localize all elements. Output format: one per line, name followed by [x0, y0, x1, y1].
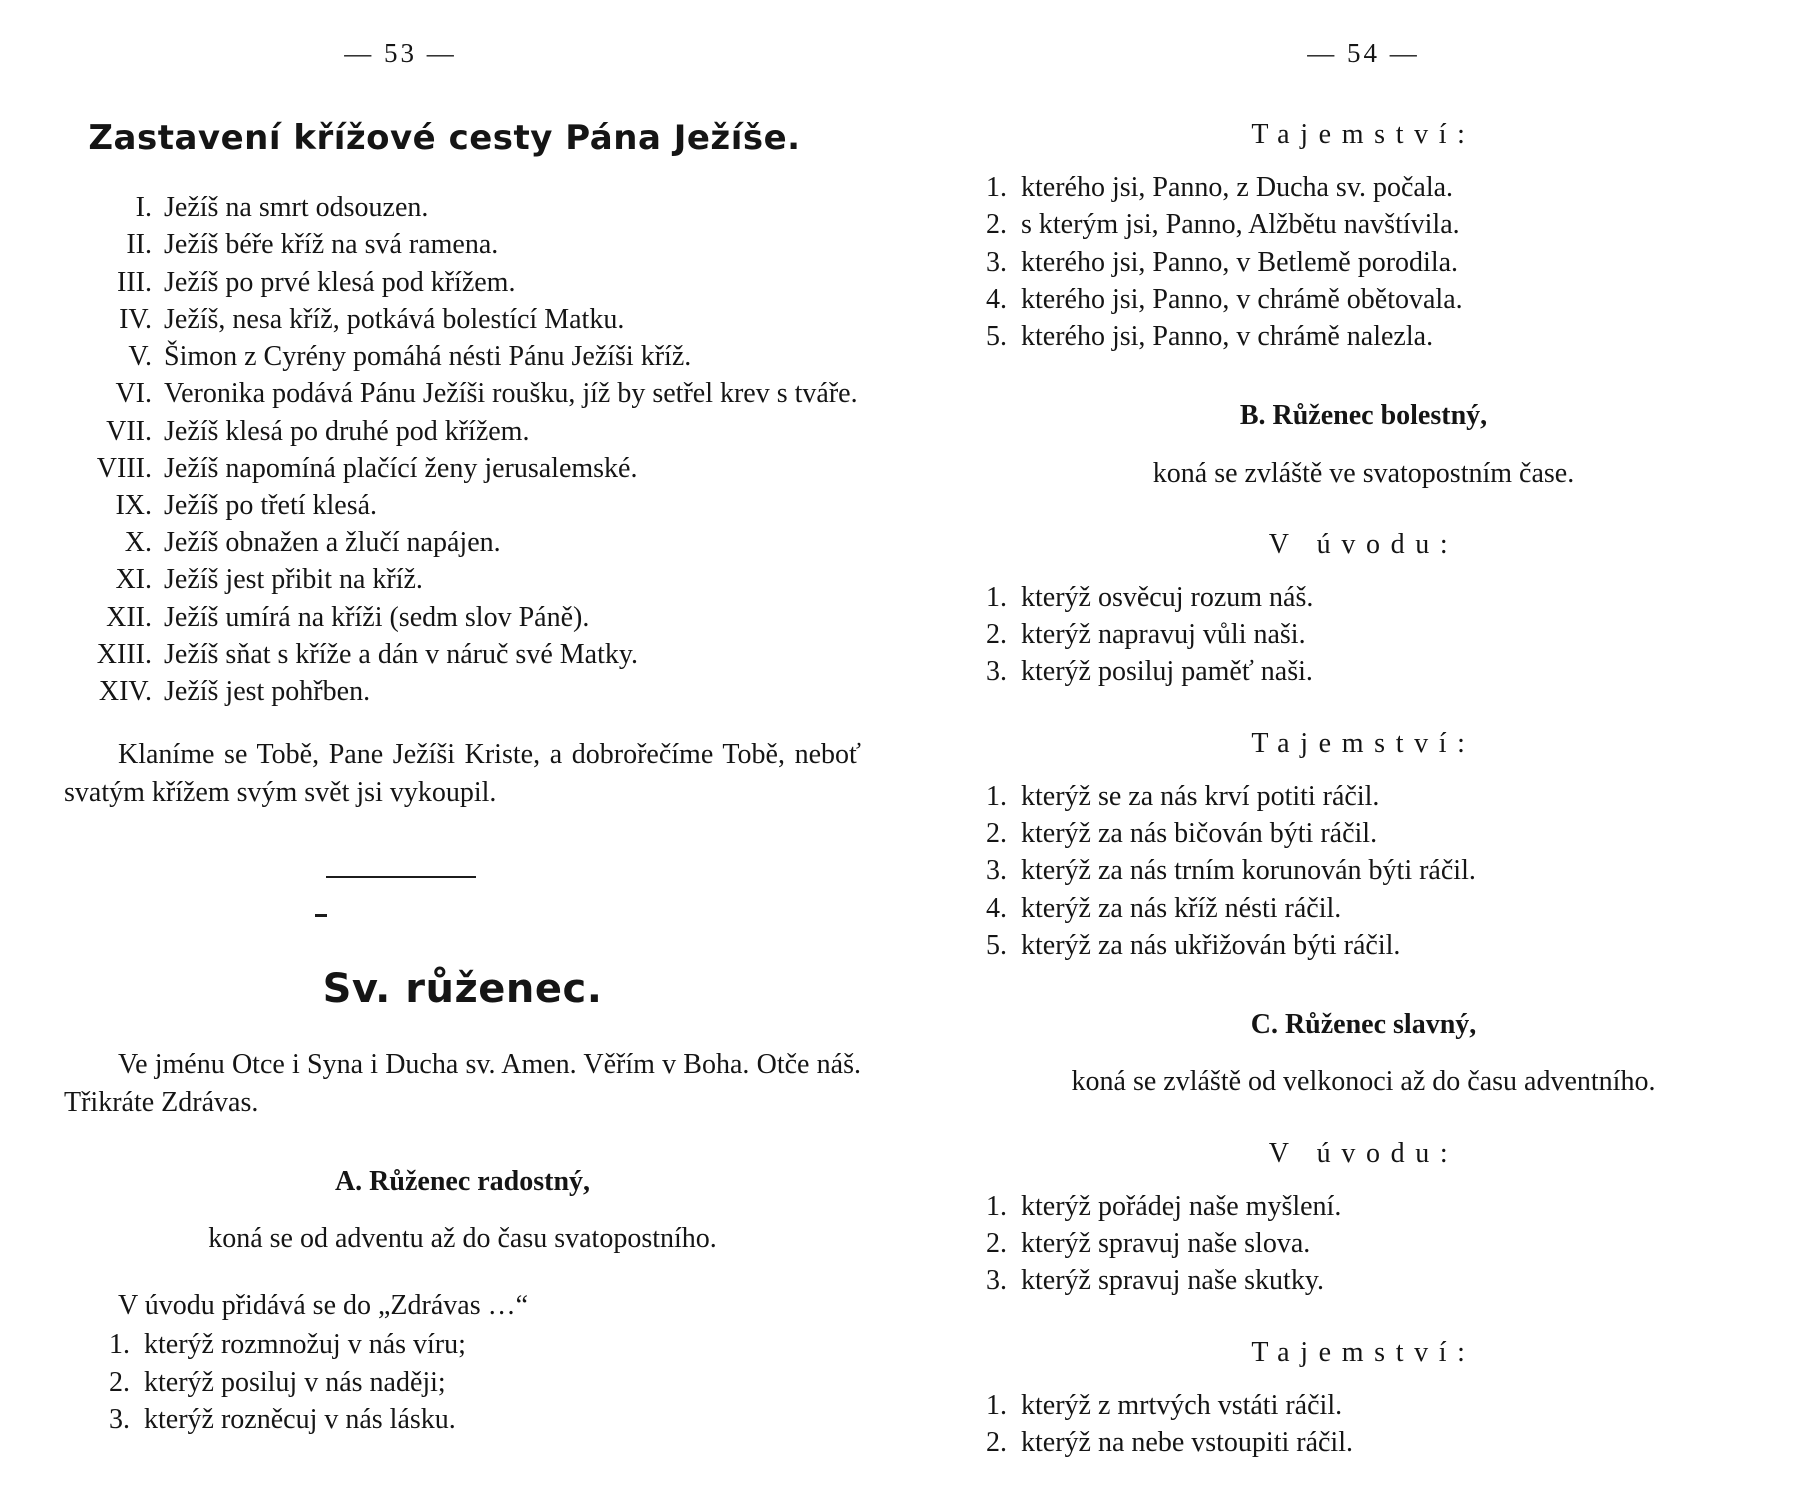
station-text: Ježíš na smrt odsouzen. — [164, 192, 429, 224]
page-number-right: — 54 — — [1307, 38, 1420, 68]
right-page — [907, 0, 1814, 1500]
station-text: Ježíš umírá na kříži (sedm slov Páně). — [164, 601, 590, 633]
item-number: 4. — [986, 892, 1007, 924]
station-item — [64, 264, 861, 301]
rosary-title: Sv. růženec. — [322, 966, 603, 1013]
stations-list — [64, 189, 861, 710]
station-text: Ježíš jest přibit na kříž. — [164, 564, 423, 596]
item-number: 4. — [986, 283, 1007, 315]
list-item — [977, 318, 1764, 355]
section-c-mysteries-list — [977, 1387, 1764, 1461]
list-item — [977, 890, 1764, 927]
list-item — [977, 616, 1764, 653]
station-numeral: I. — [135, 192, 152, 224]
section-c-uvod-list — [977, 1188, 1764, 1300]
list-item — [977, 1188, 1764, 1225]
section-b-uvod-list — [977, 579, 1764, 691]
section-a-heading: A. Růženec radostný, — [334, 1165, 591, 1197]
list-item — [100, 1326, 861, 1363]
list-item — [977, 852, 1764, 889]
list-item — [977, 579, 1764, 616]
station-numeral: VI. — [115, 378, 152, 410]
station-text: Ježíš jest pohřben. — [164, 676, 371, 708]
adoration-prayer: Klaníme se Tobě, Pane Ježíši Kriste, a dobrořečíme Tobě, neboť svatým křížem svým svět jsi vykoupil. — [64, 739, 861, 808]
station-item — [64, 673, 861, 710]
item-text: kterýž za nás kříž nésti ráčil. — [1021, 892, 1342, 924]
section-c-subheading: koná se zvláště od velkonoci až do času adventního. — [1071, 1066, 1656, 1098]
list-item — [977, 1225, 1764, 1262]
list-item — [977, 206, 1764, 243]
item-text: kterýž z mrtvých vstáti ráčil. — [1021, 1389, 1343, 1421]
station-numeral: IV. — [119, 303, 152, 335]
list-item — [977, 244, 1764, 281]
item-number: 5. — [986, 321, 1007, 353]
mysteries-a-list — [977, 169, 1764, 355]
station-text: Ježíš béře kříž na svá ramena. — [164, 229, 499, 261]
divider-line — [326, 876, 476, 878]
section-b-mysteries-heading: Tajemství: — [1251, 727, 1476, 759]
item-number: 3. — [986, 656, 1007, 688]
list-item — [977, 653, 1764, 690]
section-a-list — [100, 1326, 861, 1438]
station-text: Ježíš klesá po druhé pod křížem. — [164, 415, 530, 447]
item-number: 2. — [986, 1228, 1007, 1260]
station-text: Ježíš sňat s kříže a dán v náruč své Matky. — [164, 638, 639, 670]
item-number: 3. — [109, 1403, 130, 1435]
station-text: Šimon z Cyrény pomáhá nésti Pánu Ježíši kříž. — [164, 341, 692, 373]
list-item — [977, 169, 1764, 206]
page-number-left: — 53 — — [344, 38, 457, 68]
item-text: kterého jsi, Panno, v chrámě obětovala. — [1021, 283, 1463, 315]
list-item — [977, 815, 1764, 852]
section-divider — [2, 851, 799, 917]
station-text: Veronika podává Pánu Ježíši roušku, jíž by setřel krev s tváře. — [164, 378, 858, 410]
list-item — [977, 1262, 1764, 1299]
station-numeral: VIII. — [96, 452, 152, 484]
station-numeral: X. — [124, 527, 152, 559]
section-b-uvod-heading: V úvodu: — [1268, 528, 1459, 560]
station-numeral: III. — [117, 266, 152, 298]
item-number: 1. — [986, 172, 1007, 204]
station-numeral: II. — [126, 229, 152, 261]
item-text: kterýž posiluj v nás naději; — [144, 1366, 446, 1398]
station-numeral: VII. — [106, 415, 152, 447]
station-numeral: XIII. — [96, 638, 152, 670]
station-item — [64, 301, 861, 338]
item-text: kterýž se za nás krví potiti ráčil. — [1021, 780, 1380, 812]
list-item — [100, 1364, 861, 1401]
list-item — [977, 1424, 1764, 1461]
section-a-lead: V úvodu přidává se do „Zdrávas …“ — [118, 1290, 529, 1322]
station-item — [64, 226, 861, 263]
item-number: 1. — [986, 1389, 1007, 1421]
section-b-mysteries-list — [977, 778, 1764, 964]
item-text: kterýž na nebe vstoupiti ráčil. — [1021, 1427, 1353, 1458]
station-numeral: IX. — [115, 490, 152, 521]
item-text: kterýž spravuj naše slova. — [1021, 1228, 1311, 1260]
item-number: 3. — [986, 246, 1007, 278]
item-text: kterého jsi, Panno, z Ducha sv. počala. — [1021, 172, 1454, 204]
item-text: kterýž za nás bičován býti ráčil. — [1021, 818, 1378, 850]
item-number: 2. — [986, 209, 1007, 241]
stations-title: Zastavení křížové cesty Pána Ježíše. — [88, 117, 801, 158]
station-numeral: V. — [128, 341, 152, 373]
item-number: 2. — [986, 818, 1007, 850]
section-b-heading: B. Růženec bolestný, — [1239, 400, 1488, 432]
item-text: kterého jsi, Panno, v chrámě nalezla. — [1021, 321, 1434, 353]
item-number: 1. — [986, 1190, 1007, 1222]
item-number: 5. — [986, 929, 1007, 961]
item-text: s kterým jsi, Panno, Alžbětu navštívila. — [1021, 209, 1460, 241]
item-number: 1. — [109, 1329, 130, 1361]
station-item — [64, 524, 861, 561]
station-item — [64, 599, 861, 636]
item-text: kterýž napravuj vůli naši. — [1021, 619, 1306, 651]
item-number: 1. — [986, 582, 1007, 614]
item-number: 2. — [986, 1427, 1007, 1458]
item-number: 1. — [986, 780, 1007, 812]
station-item — [64, 636, 861, 673]
station-text: Ježíš, nesa kříž, potkává bolestící Matku. — [164, 303, 625, 335]
station-text: Ježíš obnažen a žlučí napájen. — [164, 527, 501, 559]
station-item — [64, 561, 861, 598]
station-item — [64, 450, 861, 487]
list-item — [977, 281, 1764, 318]
item-text: kterýž rozněcuj v nás lásku. — [144, 1403, 456, 1435]
list-item — [977, 1387, 1764, 1424]
station-text: Ježíš napomíná plačící ženy jerusalemské. — [164, 452, 638, 484]
station-item — [64, 413, 861, 450]
list-item — [977, 778, 1764, 815]
item-text: kterého jsi, Panno, v Betlemě porodila. — [1021, 246, 1459, 278]
divider-tick — [315, 914, 327, 917]
section-c-heading: C. Růženec slavný, — [1250, 1009, 1477, 1041]
station-item — [64, 189, 861, 226]
section-a-subheading: koná se od adventu až do času svatopostního. — [208, 1223, 717, 1254]
item-text: kterýž osvěcuj rozum náš. — [1021, 582, 1314, 614]
item-text: kterýž rozmnožuj v nás víru; — [144, 1329, 466, 1361]
station-numeral: XII. — [106, 601, 152, 633]
list-item — [100, 1401, 861, 1438]
station-item — [64, 487, 861, 524]
station-numeral: XI. — [115, 564, 152, 596]
section-c-uvod-heading: V úvodu: — [1268, 1137, 1459, 1169]
item-number: 3. — [986, 855, 1007, 887]
section-b-subheading: koná se zvláště ve svatopostním čase. — [1152, 457, 1575, 489]
item-number: 2. — [986, 619, 1007, 651]
station-text: Ježíš po prvé klesá pod křížem. — [164, 266, 516, 298]
item-text: kterýž pořádej naše myšlení. — [1021, 1190, 1342, 1222]
station-item — [64, 338, 861, 375]
section-c-mysteries-heading: Tajemství: — [1251, 1336, 1476, 1368]
rosary-intro: Ve jménu Otce i Syna i Ducha sv. Amen. Věřím v Boha. Otče náš. Třikráte Zdrávas. — [64, 1049, 861, 1118]
item-text: kterýž posiluj paměť naši. — [1021, 656, 1313, 688]
mysteries-a-heading: Tajemství: — [1251, 118, 1476, 150]
item-text: kterýž za nás trním korunován býti ráčil. — [1021, 855, 1476, 887]
item-number: 3. — [986, 1265, 1007, 1297]
list-item — [977, 927, 1764, 964]
station-text: Ježíš po třetí klesá. — [164, 490, 378, 521]
item-text: kterýž spravuj naše skutky. — [1021, 1265, 1324, 1297]
item-number: 2. — [109, 1366, 130, 1398]
station-item — [64, 375, 861, 412]
station-numeral: XIV. — [98, 676, 152, 708]
item-text: kterýž za nás ukřižován býti ráčil. — [1021, 929, 1401, 961]
